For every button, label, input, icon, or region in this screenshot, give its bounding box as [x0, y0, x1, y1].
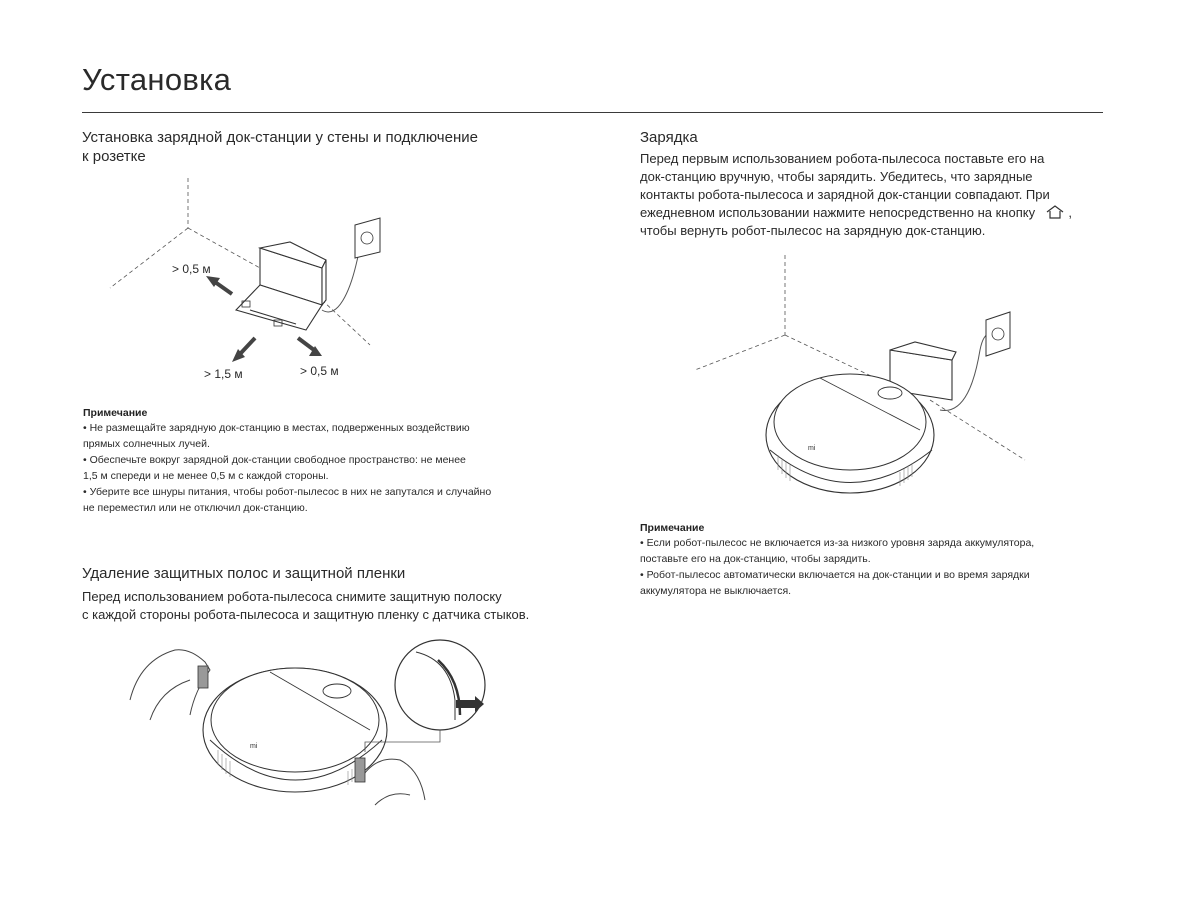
charging-text-line-with-icon — [640, 204, 1120, 222]
dock-note — [83, 406, 491, 516]
dock-heading-line-1: Установка зарядной док-станции у стены и подключение — [82, 129, 478, 146]
charging-note — [640, 521, 1034, 599]
charging-text-line: контакты робота-пылесоса и зарядной док-станции совпадают. При — [640, 187, 1050, 202]
dock-note-line: 1,5 м спереди и не менее 0,5 м с каждой стороны. — [83, 470, 329, 482]
charging-note-line: • Робот-пылесос автоматически включается на док-станции и во время зарядки — [640, 569, 1030, 581]
dock-note-title: Примечание — [83, 407, 148, 419]
dock-note-line: • Не размещайте зарядную док-станцию в местах, подверженных воздействию — [83, 422, 470, 434]
dock-note-line: не переместил или не отключил док-станцию. — [83, 502, 308, 514]
removal-text-line-2: с каждой стороны робота-пылесоса и защитную пленку с датчика стыков. — [82, 607, 530, 622]
removal-text-line-1: Перед использованием робота-пылесоса снимите защитную полоску — [82, 589, 502, 604]
charging-note-line: поставьте его на док-станцию, чтобы зарядить. — [640, 553, 871, 565]
charging-text-line: Перед первым использованием робота-пылесоса поставьте его на — [640, 151, 1045, 166]
charging-note-title: Примечание — [640, 522, 705, 534]
strip-removal-illustration — [120, 630, 500, 830]
svg-text:mi: mi — [250, 743, 258, 750]
svg-text:mi: mi — [808, 445, 816, 452]
removal-section-heading: Удаление защитных полос и защитной пленки — [82, 565, 406, 582]
page-title: Установка — [82, 62, 232, 97]
distance-front-label: > 1,5 м — [204, 367, 243, 381]
dock-placement-illustration — [100, 170, 390, 390]
charging-text-line: ежедневном использовании нажмите непосредственно на кнопку — [640, 205, 1036, 220]
dock-note-line: прямых солнечных лучей. — [83, 438, 210, 450]
charging-section-heading: Зарядка — [640, 129, 698, 146]
charging-text-line: док-станцию вручную, чтобы зарядить. Убедитесь, что зарядные — [640, 169, 1033, 184]
charging-note-line: • Если робот-пылесос не включается из-за низкого уровня заряда аккумулятора, — [640, 537, 1035, 549]
charging-note-line: аккумулятора не выключается. — [640, 585, 792, 597]
charging-text-comma: , — [1068, 205, 1072, 220]
dock-note-line: • Уберите все шнуры питания, чтобы робот-пылесос в них не запутался и случайно — [83, 486, 492, 498]
home-icon — [1045, 205, 1065, 219]
dock-note-line: • Обеспечьте вокруг зарядной док-станции свободное пространство: не менее — [83, 454, 466, 466]
distance-top-label: > 0,5 м — [172, 262, 211, 276]
dock-heading-line-2: к розетке — [82, 148, 146, 165]
charging-text-line: чтобы вернуть робот-пылесос на зарядную док-станцию. — [640, 223, 986, 238]
title-divider — [82, 112, 1103, 113]
distance-side-label: > 0,5 м — [300, 364, 339, 378]
charging-text — [640, 150, 1120, 240]
dock-section-heading — [82, 128, 478, 166]
charging-illustration — [690, 250, 1040, 510]
removal-text — [82, 588, 529, 624]
